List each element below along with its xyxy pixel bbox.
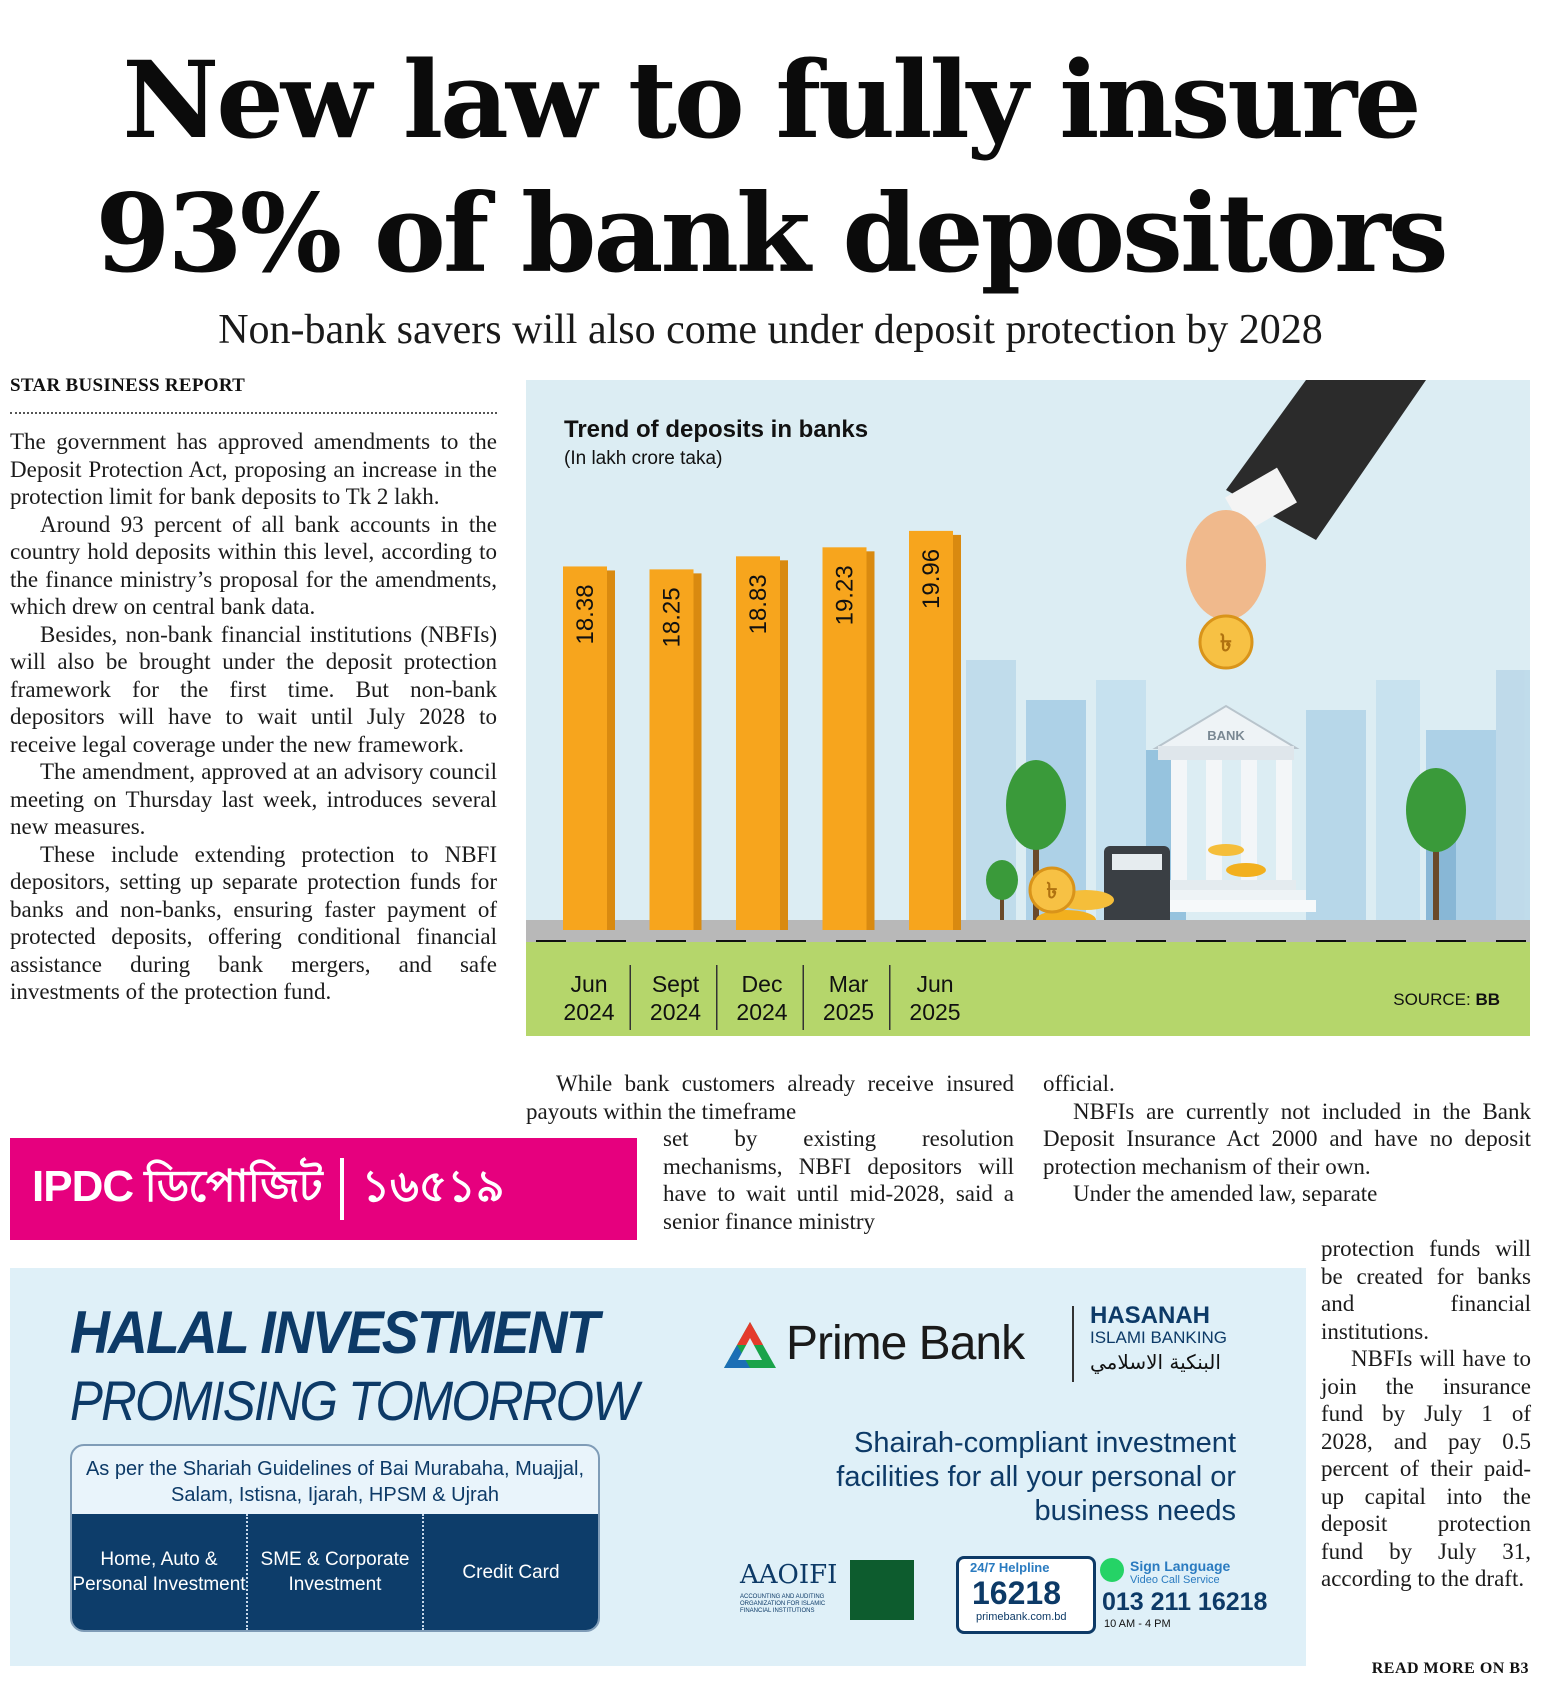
paragraph: NBFIs are currently not included in the Bank Deposit Insurance Act 2000 and have no deposit protection mechanism of their own. bbox=[1043, 1098, 1531, 1179]
whatsapp-icon bbox=[1100, 1558, 1124, 1582]
ipdc-brand: IPDC ডিপোজিট bbox=[32, 1161, 322, 1211]
x-tick-label: 2024 bbox=[649, 999, 702, 1025]
paragraph: The government has approved amendments to the Deposit Protection Act, proposing an increase in the protection limit for bank deposits to Tk 2 lakh. bbox=[10, 429, 497, 509]
video-call-number[interactable]: 013 211 16218 bbox=[1102, 1588, 1268, 1616]
x-tick-label: 2024 bbox=[736, 999, 788, 1025]
ad-tagline: PROMISING TOMORROW bbox=[70, 1369, 637, 1432]
bar-value-label: 19.23 bbox=[831, 565, 859, 626]
service-hours: 10 AM - 4 PM bbox=[1104, 1618, 1171, 1630]
bar-shade-3 bbox=[867, 551, 875, 930]
paragraph: Under the amended law, separate bbox=[1073, 1181, 1378, 1206]
paragraph: set by existing resolution mechanisms, NBFI depositors will have to wait until mid-2028, said a senior finance ministry bbox=[663, 1126, 1014, 1234]
prime-bank-logo-icon bbox=[722, 1320, 778, 1372]
bank-name: Prime Bank bbox=[786, 1317, 1025, 1370]
headline-line-1: New law to fully insure bbox=[122, 37, 1419, 162]
ipdc-divider bbox=[340, 1158, 344, 1220]
chart-source bbox=[1393, 990, 1500, 1010]
coin-symbol: ৳ bbox=[1046, 879, 1058, 904]
ad-guidelines-box bbox=[70, 1444, 600, 1632]
ad-guidelines: As per the Shariah Guidelines of Bai Murabaha, Muajjal, Salam, Istisna, Ijarah, HPSM & Ujrah bbox=[85, 1458, 585, 1506]
sharia-text: Shairah-compliant investment facilities for all your personal or business needs bbox=[836, 1427, 1236, 1527]
sign-language-label: Sign Language bbox=[1130, 1558, 1231, 1574]
paragraph: protection funds will be created for banks and financial institutions. bbox=[1321, 1236, 1531, 1344]
aaoifi-subtitle: ACCOUNTING AND AUDITING ORGANIZATION FOR ISLAMIC FINANCIAL INSTITUTIONS bbox=[740, 1594, 826, 1614]
bar-value-label: 18.38 bbox=[572, 584, 599, 645]
bar-value-label: 18.25 bbox=[658, 587, 686, 648]
article-column-2-continued bbox=[663, 1125, 1014, 1235]
calculator-icon bbox=[1104, 846, 1170, 932]
x-tick-label: Jun bbox=[570, 971, 608, 997]
aaoifi-logo-text: AAOIFI bbox=[740, 1560, 838, 1590]
bar-shade-2 bbox=[780, 560, 788, 930]
taka-coin-icon bbox=[1030, 868, 1074, 912]
paragraph: Around 93 percent of all bank accounts in the country hold deposits within this level, according to the finance ministry’s proposal for the amendments, which drew on central bank data. bbox=[10, 511, 497, 619]
chart-title: Trend of deposits in banks bbox=[564, 416, 869, 443]
logo-divider bbox=[1072, 1306, 1074, 1382]
headline-line-2: 93% of bank depositors bbox=[95, 171, 1446, 297]
article-column-1 bbox=[10, 428, 497, 1006]
article-column-3 bbox=[1043, 1070, 1531, 1208]
helpline-number[interactable]: 16218 bbox=[972, 1575, 1061, 1611]
ad-headline: HALAL INVESTMENT bbox=[70, 1299, 598, 1366]
bar-value-label: 19.96 bbox=[918, 548, 945, 609]
x-tick-label: Dec bbox=[741, 971, 783, 997]
source-value: BB bbox=[1475, 990, 1500, 1009]
deposit-trend-graphic bbox=[526, 380, 1530, 1036]
byline: STAR BUSINESS REPORT bbox=[10, 375, 246, 396]
ipdc-number: ১৬৫১৯ bbox=[361, 1161, 505, 1211]
islami-banking-label: ISLAMI BANKING bbox=[1090, 1328, 1227, 1347]
bar-shade-4 bbox=[953, 535, 961, 930]
chart-subtitle: (In lakh crore taka) bbox=[564, 448, 723, 469]
ad-services bbox=[72, 1514, 598, 1630]
website-link[interactable]: primebank.com.bd bbox=[976, 1611, 1067, 1623]
paragraph: While bank customers already receive insured payouts within the timeframe bbox=[526, 1071, 1014, 1124]
source-label: SOURCE: bbox=[1393, 990, 1471, 1009]
article-column-2 bbox=[526, 1070, 1014, 1125]
arabic-label: البنكية الاسلامي bbox=[1090, 1350, 1221, 1374]
x-tick-label: Jun bbox=[916, 971, 954, 997]
paragraph: Besides, non-bank financial institutions (NBFIs) will also be brought under the deposit protection framework for the first time. But non-bank depositors will have to wait until July 2028 to receive legal coverage under the new framework. bbox=[10, 621, 497, 757]
article-column-4 bbox=[1321, 1235, 1531, 1593]
x-tick-label: 2024 bbox=[563, 999, 615, 1025]
service-sme: SME & Corporate Investment bbox=[246, 1514, 422, 1630]
chart-svg bbox=[526, 380, 1530, 1036]
paragraph: NBFIs will have to join the insurance fund by July 1 of 2028, and pay 0.5 percent of their paid-up capital into the deposit protection fund by July 31, according to the draft. bbox=[1321, 1346, 1531, 1591]
bank-sign-label: BANK bbox=[1207, 728, 1245, 743]
bar-value-label: 18.83 bbox=[745, 574, 772, 635]
subheadline: Non-bank savers will also come under deposit protection by 2028 bbox=[218, 307, 1323, 353]
bar-shade-1 bbox=[694, 573, 702, 930]
x-tick-label: 2025 bbox=[822, 999, 875, 1025]
x-tick-label: Mar bbox=[828, 971, 869, 997]
bars-layer bbox=[563, 531, 961, 930]
video-call-label: Video Call Service bbox=[1130, 1574, 1220, 1586]
justice-scale-icon bbox=[850, 1560, 914, 1620]
paragraph: official. bbox=[1043, 1071, 1115, 1096]
prime-bank-ad[interactable] bbox=[10, 1268, 1306, 1666]
x-tick-label: Sept bbox=[651, 971, 700, 997]
x-tick-label: 2025 bbox=[909, 999, 961, 1025]
hand-with-coin-illustration bbox=[1186, 380, 1426, 668]
coin-symbol: ৳ bbox=[1220, 629, 1232, 657]
paragraph: These include extending protection to NBFI depositors, setting up separate protection funds for banks and non-banks, ensuring faster payment of protected deposits, offering conditional financial assistance during bank mergers, and safe investments of the protection fund. bbox=[10, 841, 497, 1004]
ipdc-deposit-ad[interactable] bbox=[10, 1138, 637, 1240]
service-home-auto: Home, Auto & Personal Investment bbox=[72, 1549, 246, 1595]
helpline-label: 24/7 Helpline bbox=[970, 1560, 1050, 1575]
byline-divider bbox=[10, 412, 497, 414]
hasanah-label: HASANAH bbox=[1090, 1302, 1210, 1329]
paragraph: The amendment, approved at an advisory council meeting on Thursday last week, introduces several new measures. bbox=[10, 759, 497, 839]
service-credit-card: Credit Card bbox=[422, 1514, 598, 1630]
bar-shade-0 bbox=[607, 570, 615, 930]
read-more-link[interactable]: READ MORE ON B3 bbox=[1371, 1660, 1529, 1677]
